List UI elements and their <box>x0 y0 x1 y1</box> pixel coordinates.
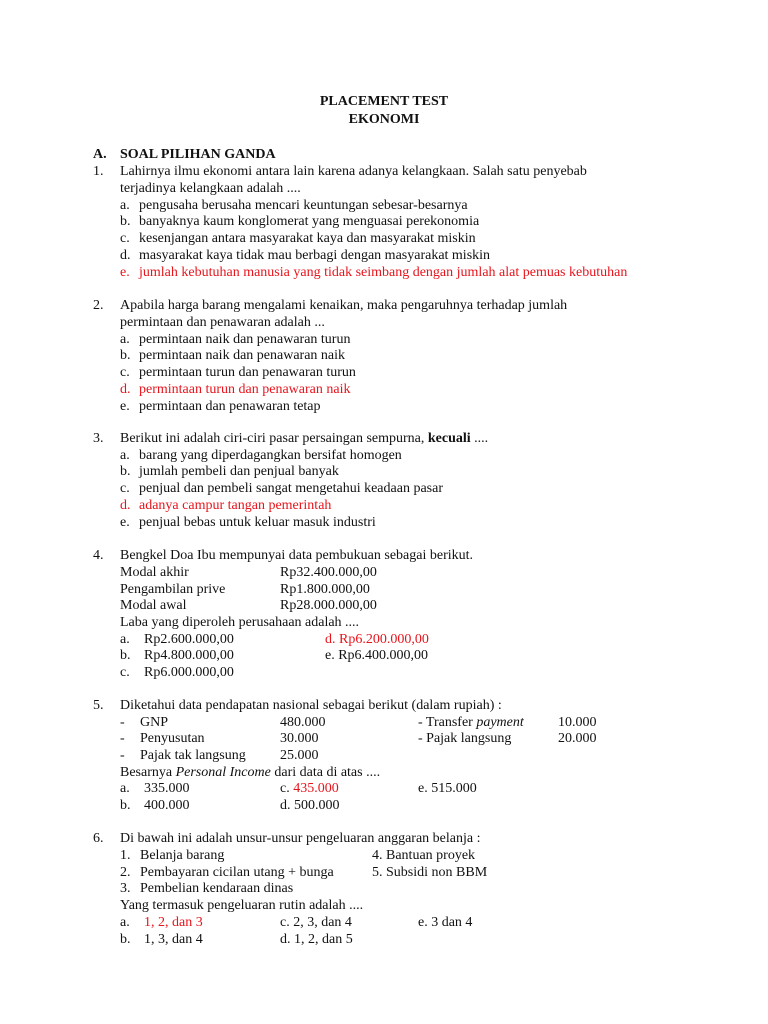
q1-option-c-letter: c. <box>120 231 130 246</box>
q4-option-d-answer: d. Rp6.200.000,00 <box>325 632 429 647</box>
q5-option-b-letter: b. <box>120 798 131 813</box>
q6-item: Belanja barang <box>140 848 225 863</box>
q2-option-b: permintaan naik dan penawaran naik <box>139 348 346 363</box>
q4-option-b-letter: b. <box>120 648 131 663</box>
q1-option-b: banyaknya kaum konglomerat yang menguasai perekonomia <box>139 214 480 229</box>
q2-option-a: permintaan naik dan penawaran turun <box>139 332 351 347</box>
q6-option-e: e. 3 dan 4 <box>418 915 473 930</box>
q6-question: Yang termasuk pengeluaran rutin adalah .... <box>120 898 364 913</box>
q6-item: Pembelian kendaraan dinas <box>140 881 294 896</box>
q5-row-value: 25.000 <box>280 748 319 763</box>
q4-option-c: Rp6.000.000,00 <box>144 665 234 680</box>
q6-option-b-letter: b. <box>120 932 131 947</box>
q4-option-e: e. Rp6.400.000,00 <box>325 648 429 663</box>
q4-row-value: Rp32.400.000,00 <box>280 565 377 580</box>
q5-row-value: 480.000 <box>280 715 326 730</box>
q5-option-a: 335.000 <box>144 781 190 796</box>
q2-text: Apabila harga barang mengalami kenaikan, maka pengaruhnya terhadap jumlah <box>120 298 568 313</box>
q4-row-label: Pengambilan prive <box>120 582 226 597</box>
q4-number: 4. <box>93 548 104 563</box>
q5-row-value: 30.000 <box>280 731 319 746</box>
q3-option-a: barang yang diperdagangkan bersifat homogen <box>139 448 402 463</box>
q6-number: 6. <box>93 831 104 846</box>
q1-option-a: pengusaha berusaha mencari keuntungan sebesar-besarnya <box>139 198 468 213</box>
q5-row-label: GNP <box>140 715 169 730</box>
q1-option-d-letter: d. <box>120 248 131 263</box>
q3-number: 3. <box>93 431 104 446</box>
q5-option-c-answer: 435.000 <box>293 781 339 796</box>
q5-right-value: 20.000 <box>558 731 597 746</box>
q5-option-e: e. 515.000 <box>418 781 477 796</box>
q5-dash: - <box>120 715 125 730</box>
q5-row-label: Pajak tak langsung <box>140 748 246 763</box>
q6-option-a-letter: a. <box>120 915 130 930</box>
page-title: PLACEMENT TEST <box>319 94 449 109</box>
q5-right-label: - Transfer payment <box>418 715 524 730</box>
q2-option-b-letter: b. <box>120 348 131 363</box>
section-number: A. <box>93 147 107 162</box>
q6-item-number: 2. <box>120 865 131 880</box>
section-label: SOAL PILIHAN GANDA <box>120 147 276 162</box>
q1-option-e-answer: jumlah kebutuhan manusia yang tidak seimbang dengan jumlah alat pemuas kebutuhan <box>139 265 628 280</box>
q5-option-a-letter: a. <box>120 781 130 796</box>
q2-option-c: permintaan turun dan penawaran turun <box>139 365 356 380</box>
q6-item-number: 3. <box>120 881 131 896</box>
q4-option-b: Rp4.800.000,00 <box>144 648 234 663</box>
q5-text: Diketahui data pendapatan nasional sebagai berikut (dalam rupiah) : <box>120 698 502 713</box>
q3-option-d-letter: d. <box>120 498 131 513</box>
q4-option-a: Rp2.600.000,00 <box>144 632 234 647</box>
q6-item-right: 5. Subsidi non BBM <box>372 865 488 880</box>
q6-option-b: 1, 3, dan 4 <box>144 932 203 947</box>
q5-dash: - <box>120 748 125 763</box>
q6-item-right: 4. Bantuan proyek <box>372 848 476 863</box>
q3-option-c: penjual dan pembeli sangat mengetahui keadaan pasar <box>139 481 443 496</box>
q3-option-a-letter: a. <box>120 448 130 463</box>
q4-question: Laba yang diperoleh perusahaan adalah .... <box>120 615 360 630</box>
q3-text: Berikut ini adalah ciri-ciri pasar persaingan sempurna, kecuali .... <box>120 431 489 446</box>
q3-kecuali: kecuali <box>427 431 471 446</box>
q1-number: 1. <box>93 164 104 179</box>
q2-option-d-letter: d. <box>120 382 131 397</box>
q1-option-d: masyarakat kaya tidak mau berbagi dengan masyarakat miskin <box>139 248 491 263</box>
q2-number: 2. <box>93 298 104 313</box>
q2-option-a-letter: a. <box>120 332 130 347</box>
page-subtitle: EKONOMI <box>348 112 420 127</box>
q6-text: Di bawah ini adalah unsur-unsur pengeluaran anggaran belanja : <box>120 831 481 846</box>
q1-text: Lahirnya ilmu ekonomi antara lain karena adanya kelangkaan. Salah satu penyebab <box>120 164 587 179</box>
q6-item: Pembayaran cicilan utang + bunga <box>140 865 334 880</box>
q1-text-cont: terjadinya kelangkaan adalah .... <box>120 181 301 196</box>
q6-item-number: 1. <box>120 848 131 863</box>
q2-option-c-letter: c. <box>120 365 130 380</box>
q4-option-a-letter: a. <box>120 632 130 647</box>
q6-option-a-answer: 1, 2, dan 3 <box>144 915 203 930</box>
q3-option-e-letter: e. <box>120 515 130 530</box>
q5-number: 5. <box>93 698 104 713</box>
q1-option-e-letter: e. <box>120 265 130 280</box>
q3-option-b: jumlah pembeli dan penjual banyak <box>139 464 339 479</box>
q4-row-label: Modal akhir <box>120 565 189 580</box>
q1-option-c: kesenjangan antara masyarakat kaya dan masyarakat miskin <box>139 231 476 246</box>
q2-option-e: permintaan dan penawaran tetap <box>139 399 321 414</box>
q5-dash: - <box>120 731 125 746</box>
q3-option-b-letter: b. <box>120 464 131 479</box>
q3-option-e: penjual bebas untuk keluar masuk industri <box>139 515 376 530</box>
q5-right-value: 10.000 <box>558 715 597 730</box>
q5-option-c: c. 435.000 <box>280 781 339 796</box>
q2-option-e-letter: e. <box>120 399 130 414</box>
q6-option-d: d. 1, 2, dan 5 <box>280 932 353 947</box>
q5-option-d: d. 500.000 <box>280 798 340 813</box>
q2-option-d-answer: permintaan turun dan penawaran naik <box>139 382 351 397</box>
q3-option-d-answer: adanya campur tangan pemerintah <box>139 498 332 513</box>
q3-option-c-letter: c. <box>120 481 130 496</box>
q5-right-label: - Pajak langsung <box>418 731 512 746</box>
q1-option-b-letter: b. <box>120 214 131 229</box>
q4-row-value: Rp28.000.000,00 <box>280 598 377 613</box>
q5-option-b: 400.000 <box>144 798 190 813</box>
q2-text-cont: permintaan dan penawaran adalah ... <box>120 315 325 330</box>
q4-option-c-letter: c. <box>120 665 130 680</box>
q1-option-a-letter: a. <box>120 198 130 213</box>
q5-question: Besarnya Personal Income dari data di atas .... <box>120 765 381 780</box>
q6-option-c: c. 2, 3, dan 4 <box>280 915 352 930</box>
q5-row-label: Penyusutan <box>140 731 205 746</box>
q4-row-value: Rp1.800.000,00 <box>280 582 370 597</box>
q4-row-label: Modal awal <box>120 598 187 613</box>
q4-text: Bengkel Doa Ibu mempunyai data pembukuan sebagai berikut. <box>120 548 474 563</box>
